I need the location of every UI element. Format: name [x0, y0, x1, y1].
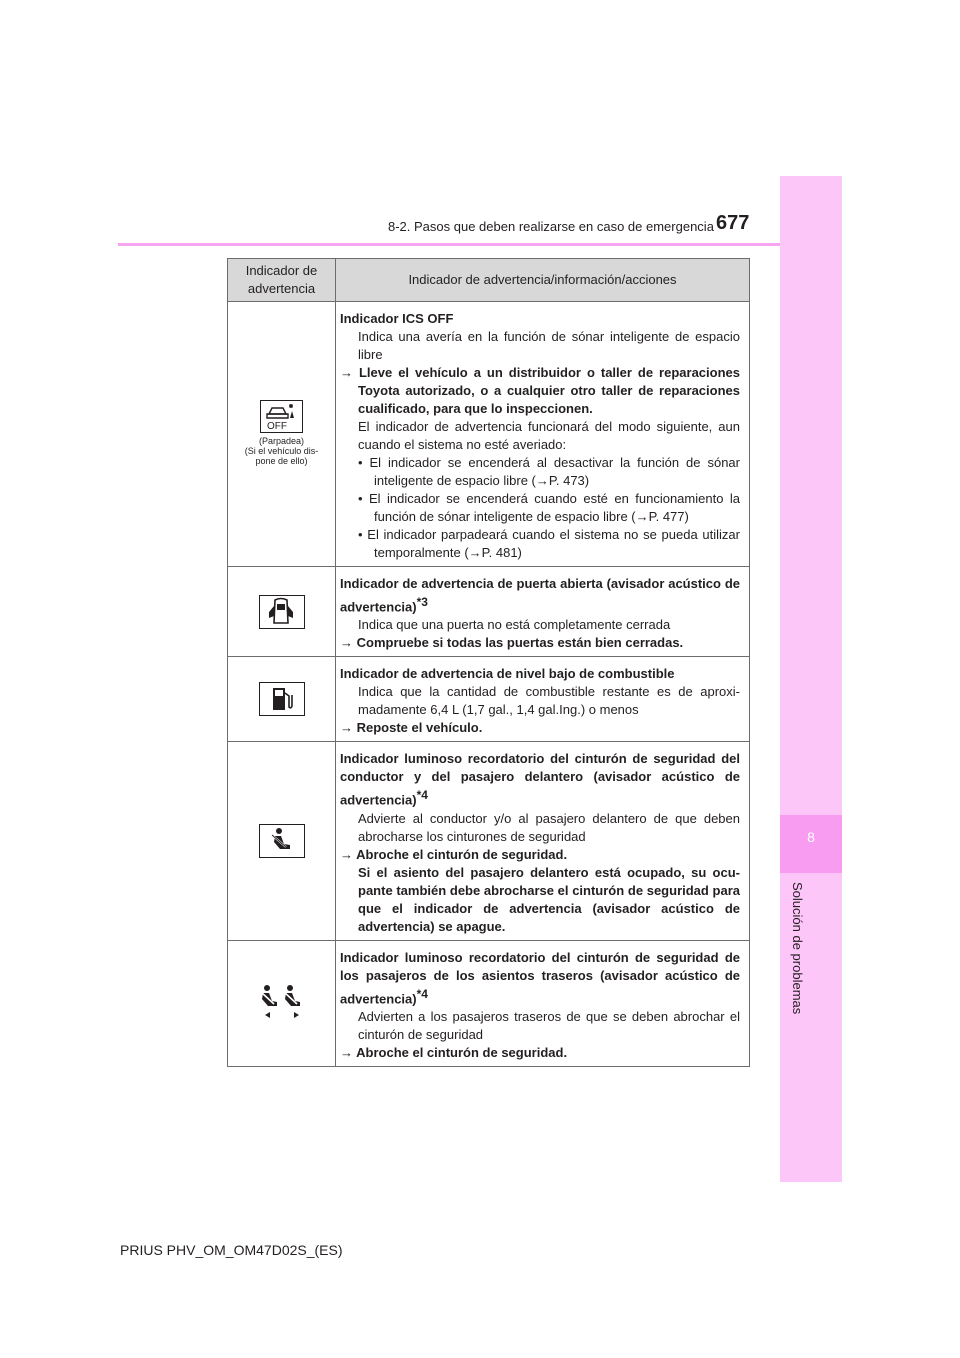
rear-seatbelt-icon [255, 982, 309, 1024]
ics-off-caption [245, 436, 319, 466]
icon-cell [228, 657, 336, 742]
row-description: Indica una avería en la función de sónar inteligente de espacio libre [358, 329, 740, 362]
content-cell [336, 302, 750, 567]
table-row [228, 742, 750, 940]
row-description: Indica que una puerta no está completamente cerrada [358, 617, 671, 633]
warning-indicator-table [227, 258, 750, 1067]
row-title [340, 949, 740, 1008]
row-action: → Compruebe si todas las puertas están bien cerradas. [340, 635, 684, 651]
table-row [228, 657, 750, 742]
header-rule [118, 243, 780, 246]
chapter-side-tab [780, 176, 842, 1182]
chapter-number: 8 [807, 829, 815, 845]
ics-off-indicator [245, 400, 319, 466]
icon-cell [228, 742, 336, 940]
content-cell [336, 940, 750, 1066]
footnote-ref: *4 [416, 986, 428, 1001]
row-title-text: Indicador luminoso recordatorio del cinturón de seguridad del conductor y del pasajero delantero (avisador acústico de advertencia) [340, 751, 740, 808]
row-action: → Reposte el vehículo. [340, 720, 483, 736]
header-description: Indicador de advertencia/información/acciones [336, 259, 750, 302]
row-description: Advierten a los pasajeros traseros de que se deben abrochar el cinturón de seguridad [358, 1008, 740, 1042]
row-title: Indicador de advertencia de nivel bajo de combustible [340, 666, 675, 682]
row-description: Indica que la cantidad de combustible restante es de aproxi- madamente 6,4 L (1,7 gal., 1,4 gal.Ing.) o menos [358, 684, 740, 718]
row-bullet: • El indicador se encenderá cuando esté en funcionamiento la función de sónar inteligente de espacio libre (→P. 477) [358, 491, 740, 524]
row-description: Advierte al conductor y/o al pasajero delantero de que deben abrocharse los cinturones de seguridad [358, 810, 740, 844]
footnote-ref: *4 [416, 788, 428, 803]
row-title [340, 575, 740, 616]
fuel-pump-icon [259, 682, 305, 716]
footnote-ref: *3 [416, 595, 428, 609]
header-indicator: Indicador de advertencia [228, 259, 336, 302]
row-title [340, 750, 740, 809]
icon-cell [228, 940, 336, 1066]
caption-text: (Parpadea) (Si el vehículo dis- pone de ello) [244, 435, 319, 466]
icon-cell [228, 302, 336, 567]
row-title-text: Indicador de advertencia de puerta abierta (avisador acústico de advertencia) [340, 576, 740, 615]
table-header-row [228, 259, 750, 302]
table-row [228, 567, 750, 657]
ics-off-icon [260, 400, 303, 433]
row-action: → Abroche el cinturón de seguridad. [340, 1044, 568, 1060]
seatbelt-icon [259, 824, 305, 858]
row-title: Indicador ICS OFF [340, 311, 454, 326]
icon-cell [228, 567, 336, 657]
row-action-extra: Si el asiento del pasajero delantero está ocupado, su ocu- pante también debe abrocharse el cinturón de seguridad para que el indicador de advertencia (avisador acústico de advertencia) se apague. [358, 864, 740, 934]
page-number: 677 [716, 212, 750, 234]
content-cell [336, 567, 750, 657]
section-title: 8-2. Pasos que deben realizarse en caso de emergencia [388, 219, 714, 234]
row-title-text: Indicador luminoso recordatorio del cinturón de seguridad de los pasajeros de los asientos traseros (avisador acústico de advertencia) [340, 949, 740, 1006]
table-row [228, 940, 750, 1066]
content-cell [336, 742, 750, 940]
ics-off-icon-text: OFF [267, 420, 287, 431]
chapter-title: Solución de problemas [790, 882, 805, 1015]
row-bullet: • El indicador parpadeará cuando el sistema no se pueda utilizar temporalmente (→P. 481) [358, 527, 740, 560]
row-note: El indicador de advertencia funcionará del modo siguiente, aun cuando el sistema no esté averiado: [358, 419, 740, 452]
row-action: → Lleve el vehículo a un distribuidor o taller de reparaciones Toyota autorizado, o a cualquier otro taller de reparaciones cualificado, para que lo inspeccionen. [340, 365, 740, 416]
footer-doc-code: PRIUS PHV_OM_OM47D02S_(ES) [120, 1242, 343, 1258]
door-open-icon [259, 595, 305, 629]
row-action: → Abroche el cinturón de seguridad. [340, 846, 568, 862]
table-row [228, 302, 750, 567]
content-cell [336, 657, 750, 742]
row-bullet: • El indicador se encenderá al desactivar la función de sónar inteligente de espacio libre (→P. 473) [358, 455, 740, 488]
